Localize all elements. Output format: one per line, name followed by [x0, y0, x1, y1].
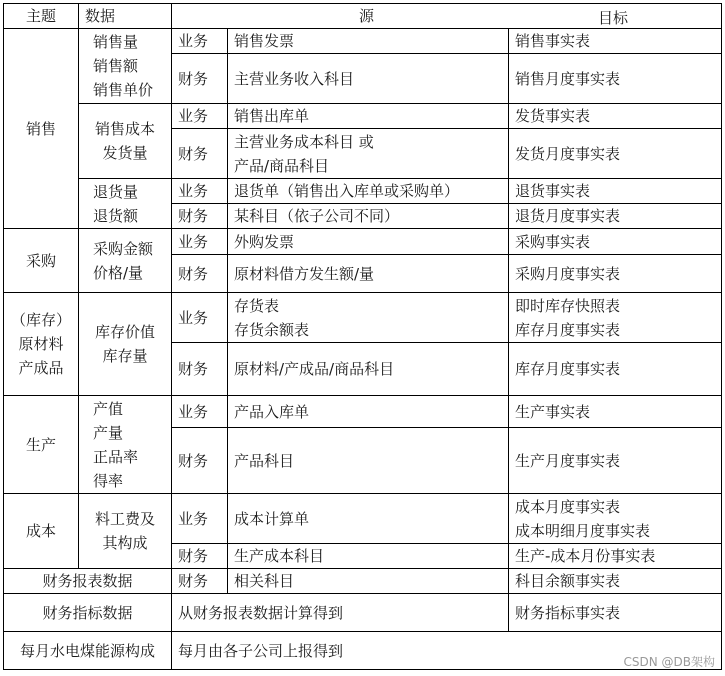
topic-production: 生产 [4, 396, 79, 494]
type-cell: 财务 [172, 343, 228, 396]
data-line: 发货量 [102, 144, 148, 162]
source-cell: 每月由各子公司上报得到 [172, 632, 722, 670]
target-cell: 发货事实表 [509, 104, 722, 129]
source-cell: 退货单（销售出入库单或采购单） [228, 179, 509, 204]
data-cost [79, 494, 172, 569]
data-line: 退货额 [93, 206, 139, 225]
header-topic: 主题 [4, 4, 79, 29]
data-line: 销售额 [93, 57, 139, 75]
target-cell: 退货事实表 [509, 179, 722, 204]
source-line: 存货表 [234, 296, 280, 315]
topic-line: 原材料 [18, 335, 64, 353]
target-cell: 销售月度事实表 [509, 54, 722, 104]
type-cell: 财务 [172, 54, 228, 104]
source-cell: 生产成本科目 [228, 544, 509, 569]
topic-cost: 成本 [4, 494, 79, 569]
type-cell: 财务 [172, 255, 228, 293]
source-cell: 外购发票 [228, 229, 509, 255]
type-cell: 财务 [172, 544, 228, 569]
topic-energy: 每月水电煤能源构成 [4, 632, 172, 670]
data-line: 得率 [93, 471, 124, 490]
source-line: 主营业务成本科目 或 [234, 132, 374, 151]
topic-inventory [4, 293, 79, 396]
target-cell [509, 293, 722, 343]
table-row [4, 229, 722, 255]
source-cell [228, 129, 509, 179]
type-cell: 业务 [172, 29, 228, 54]
data-line: 料工费及 [94, 510, 155, 528]
source-cell: 产品科目 [228, 428, 509, 494]
data-sales-1 [79, 29, 172, 104]
header-data: 数据 [79, 4, 172, 29]
source-cell: 主营业务收入科目 [228, 54, 509, 104]
type-cell: 业务 [172, 179, 228, 204]
table-row [4, 29, 722, 54]
target-cell: 科目余额事实表 [509, 569, 722, 594]
target-line: 成本明细月度事实表 [515, 521, 651, 540]
target-cell: 生产事实表 [509, 396, 722, 428]
topic-sales: 销售 [4, 29, 79, 229]
type-cell: 业务 [172, 104, 228, 129]
type-cell: 财务 [172, 569, 228, 594]
data-purchase [79, 229, 172, 293]
target-cell: 发货月度事实表 [509, 129, 722, 179]
data-line: 产量 [93, 423, 124, 442]
target-cell [509, 494, 722, 544]
topic-financial-index: 财务指标数据 [4, 594, 172, 632]
table-row [4, 494, 722, 544]
header-target: 目标 [598, 9, 629, 27]
type-cell: 业务 [172, 293, 228, 343]
data-line: 销售量 [93, 33, 139, 51]
table-row [4, 594, 722, 632]
data-line: 产值 [93, 399, 124, 418]
source-cell: 相关科目 [228, 569, 509, 594]
data-line: 价格/量 [93, 263, 144, 282]
source-cell: 原材料/产成品/商品科目 [228, 343, 509, 396]
data-line: 销售成本 [94, 120, 155, 138]
table-row [4, 104, 722, 129]
type-cell: 财务 [172, 428, 228, 494]
source-cell: 某科目（依子公司不同） [228, 204, 509, 229]
table-row [4, 569, 722, 594]
source-cell: 产品入库单 [228, 396, 509, 428]
data-line: 退货量 [93, 182, 139, 201]
target-line: 即时库存快照表 [515, 296, 621, 315]
table-row [4, 396, 722, 428]
data-production [79, 396, 172, 494]
target-cell: 生产-成本月份事实表 [509, 544, 722, 569]
source-cell: 从财务报表数据计算得到 [172, 594, 509, 632]
table-row [4, 179, 722, 204]
type-cell: 业务 [172, 494, 228, 544]
topic-line: （库存） [10, 311, 71, 329]
table-row [4, 293, 722, 343]
table-row [4, 632, 722, 670]
data-line: 库存量 [102, 347, 148, 365]
data-sales-2 [79, 104, 172, 179]
target-line: 成本月度事实表 [515, 497, 621, 516]
data-inventory [79, 293, 172, 396]
target-cell: 财务指标事实表 [509, 594, 722, 632]
source-cell: 原材料借方发生额/量 [228, 255, 509, 293]
target-cell: 采购月度事实表 [509, 255, 722, 293]
data-line: 销售单价 [93, 81, 154, 99]
topic-financial-report: 财务报表数据 [4, 569, 172, 594]
target-cell: 采购事实表 [509, 229, 722, 255]
source-cell: 销售发票 [228, 29, 509, 54]
source-cell: 成本计算单 [228, 494, 509, 544]
type-cell: 业务 [172, 396, 228, 428]
data-line: 采购金额 [93, 239, 154, 258]
target-cell: 销售事实表 [509, 29, 722, 54]
type-cell: 财务 [172, 204, 228, 229]
data-line: 正品率 [93, 447, 139, 466]
source-cell [228, 293, 509, 343]
target-line: 库存月度事实表 [515, 320, 621, 339]
type-cell: 财务 [172, 129, 228, 179]
type-cell: 业务 [172, 229, 228, 255]
header-source: 源 [172, 4, 722, 29]
watermark: CSDN @DB架构 [623, 655, 715, 669]
topic-purchase: 采购 [4, 229, 79, 293]
data-source-table [3, 3, 722, 670]
data-sales-3 [79, 179, 172, 229]
data-line: 其构成 [102, 534, 148, 552]
source-line: 存货余额表 [234, 320, 310, 339]
target-cell: 库存月度事实表 [509, 343, 722, 396]
target-cell: 退货月度事实表 [509, 204, 722, 229]
topic-line: 产成品 [18, 359, 64, 377]
source-line: 产品/商品科目 [234, 156, 330, 175]
source-cell: 销售出库单 [228, 104, 509, 129]
data-line: 库存价值 [94, 323, 155, 341]
target-cell: 生产月度事实表 [509, 428, 722, 494]
